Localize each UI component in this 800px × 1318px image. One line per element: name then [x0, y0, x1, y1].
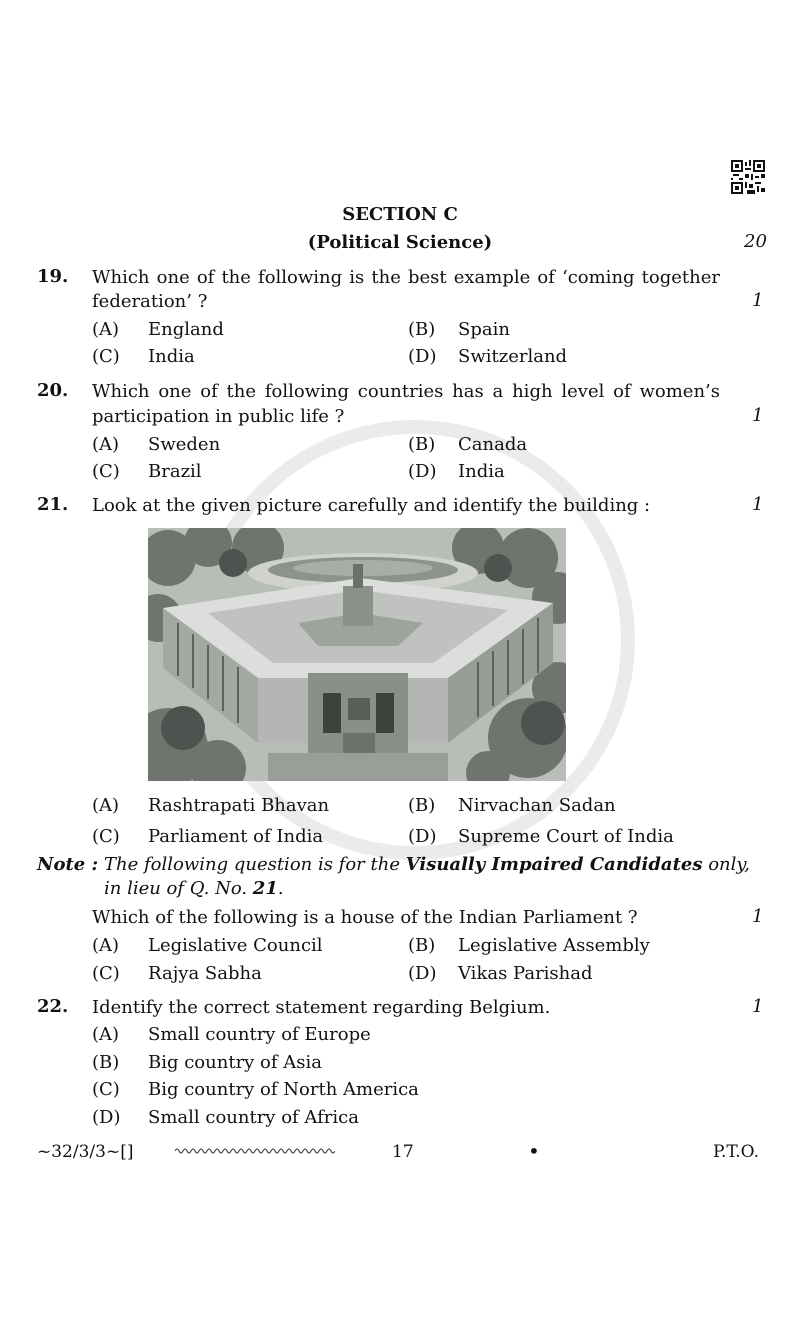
security-wave-line: [175, 1146, 335, 1156]
note-marks: 1: [752, 906, 764, 927]
option-letter-c: (C): [92, 963, 120, 984]
section-marks: 20: [744, 231, 767, 252]
option-letter-b: (B): [408, 319, 436, 340]
question-text-line1: Which one of the following countries has a high level of women’s: [92, 381, 720, 402]
option-text-c: Parliament of India: [148, 826, 324, 847]
option-text-d: Switzerland: [458, 346, 568, 367]
option-text-a: Sweden: [148, 434, 221, 455]
option-text-b: Legislative Assembly: [458, 935, 650, 956]
question-marks: 1: [752, 405, 764, 426]
option-text-b: Nirvachan Sadan: [458, 795, 616, 816]
option-letter-c: (C): [92, 1079, 120, 1100]
section-title: SECTION C: [342, 204, 458, 225]
pto-label: P.T.O.: [713, 1142, 759, 1162]
option-text-d: India: [458, 461, 505, 482]
page-number: 17: [392, 1142, 414, 1162]
option-text-c: India: [148, 346, 195, 367]
question-text-line1: Identify the correct statement regarding Belgium.: [92, 997, 551, 1018]
question-number: 21.: [37, 494, 69, 515]
note-line2: in lieu of Q. No. 21.: [104, 878, 284, 899]
parliament-building-photo: [148, 528, 566, 781]
section-subtitle: (Political Science): [307, 232, 493, 253]
option-text-c: Big country of North America: [148, 1079, 419, 1100]
bullet-mark: •: [528, 1139, 540, 1163]
option-letter-d: (D): [408, 826, 437, 847]
option-letter-b: (B): [408, 935, 436, 956]
option-letter-d: (D): [408, 346, 437, 367]
option-letter-c: (C): [92, 346, 120, 367]
option-text-b: Canada: [458, 434, 528, 455]
option-letter-b: (B): [92, 1052, 120, 1073]
option-letter-b: (B): [408, 795, 436, 816]
option-letter-c: (C): [92, 461, 120, 482]
note-label: Note :: [37, 854, 99, 875]
question-text-line2: federation’ ?: [92, 291, 208, 312]
option-text-b: Big country of Asia: [148, 1052, 323, 1073]
question-marks: 1: [752, 290, 764, 311]
option-letter-a: (A): [92, 795, 120, 816]
qr-code-icon: [731, 160, 765, 194]
option-text-a: England: [148, 319, 224, 340]
option-text-d: Vikas Parishad: [458, 963, 593, 984]
option-letter-d: (D): [408, 461, 437, 482]
option-letter-d: (D): [92, 1107, 121, 1128]
option-letter-a: (A): [92, 319, 120, 340]
option-letter-d: (D): [408, 963, 437, 984]
option-letter-a: (A): [92, 434, 120, 455]
option-text-d: Small country of Africa: [148, 1107, 359, 1128]
question-text-line2: participation in public life ?: [92, 406, 345, 427]
question-number: 22.: [37, 996, 69, 1017]
note-question-text: Which of the following is a house of the Indian Parliament ?: [92, 907, 638, 928]
option-text-d: Supreme Court of India: [458, 826, 674, 847]
option-text-c: Brazil: [148, 461, 202, 482]
question-number: 19.: [37, 266, 69, 287]
note-line1: The following question is for the Visually Impaired Candidates only,: [104, 854, 750, 875]
option-letter-a: (A): [92, 935, 120, 956]
option-text-a: Rashtrapati Bhavan: [148, 795, 330, 816]
question-marks: 1: [752, 996, 764, 1017]
question-text-line1: Look at the given picture carefully and identify the building :: [92, 495, 651, 516]
paper-code: ~32/3/3~[]: [37, 1142, 134, 1162]
question-marks: 1: [752, 494, 764, 515]
option-text-c: Rajya Sabha: [148, 963, 262, 984]
option-text-a: Legislative Council: [148, 935, 323, 956]
question-text-line1: Which one of the following is the best example of ‘coming together: [92, 267, 720, 288]
option-letter-b: (B): [408, 434, 436, 455]
question-number: 20.: [37, 380, 69, 401]
option-letter-c: (C): [92, 826, 120, 847]
option-text-b: Spain: [458, 319, 510, 340]
option-letter-a: (A): [92, 1024, 120, 1045]
option-text-a: Small country of Europe: [148, 1024, 371, 1045]
